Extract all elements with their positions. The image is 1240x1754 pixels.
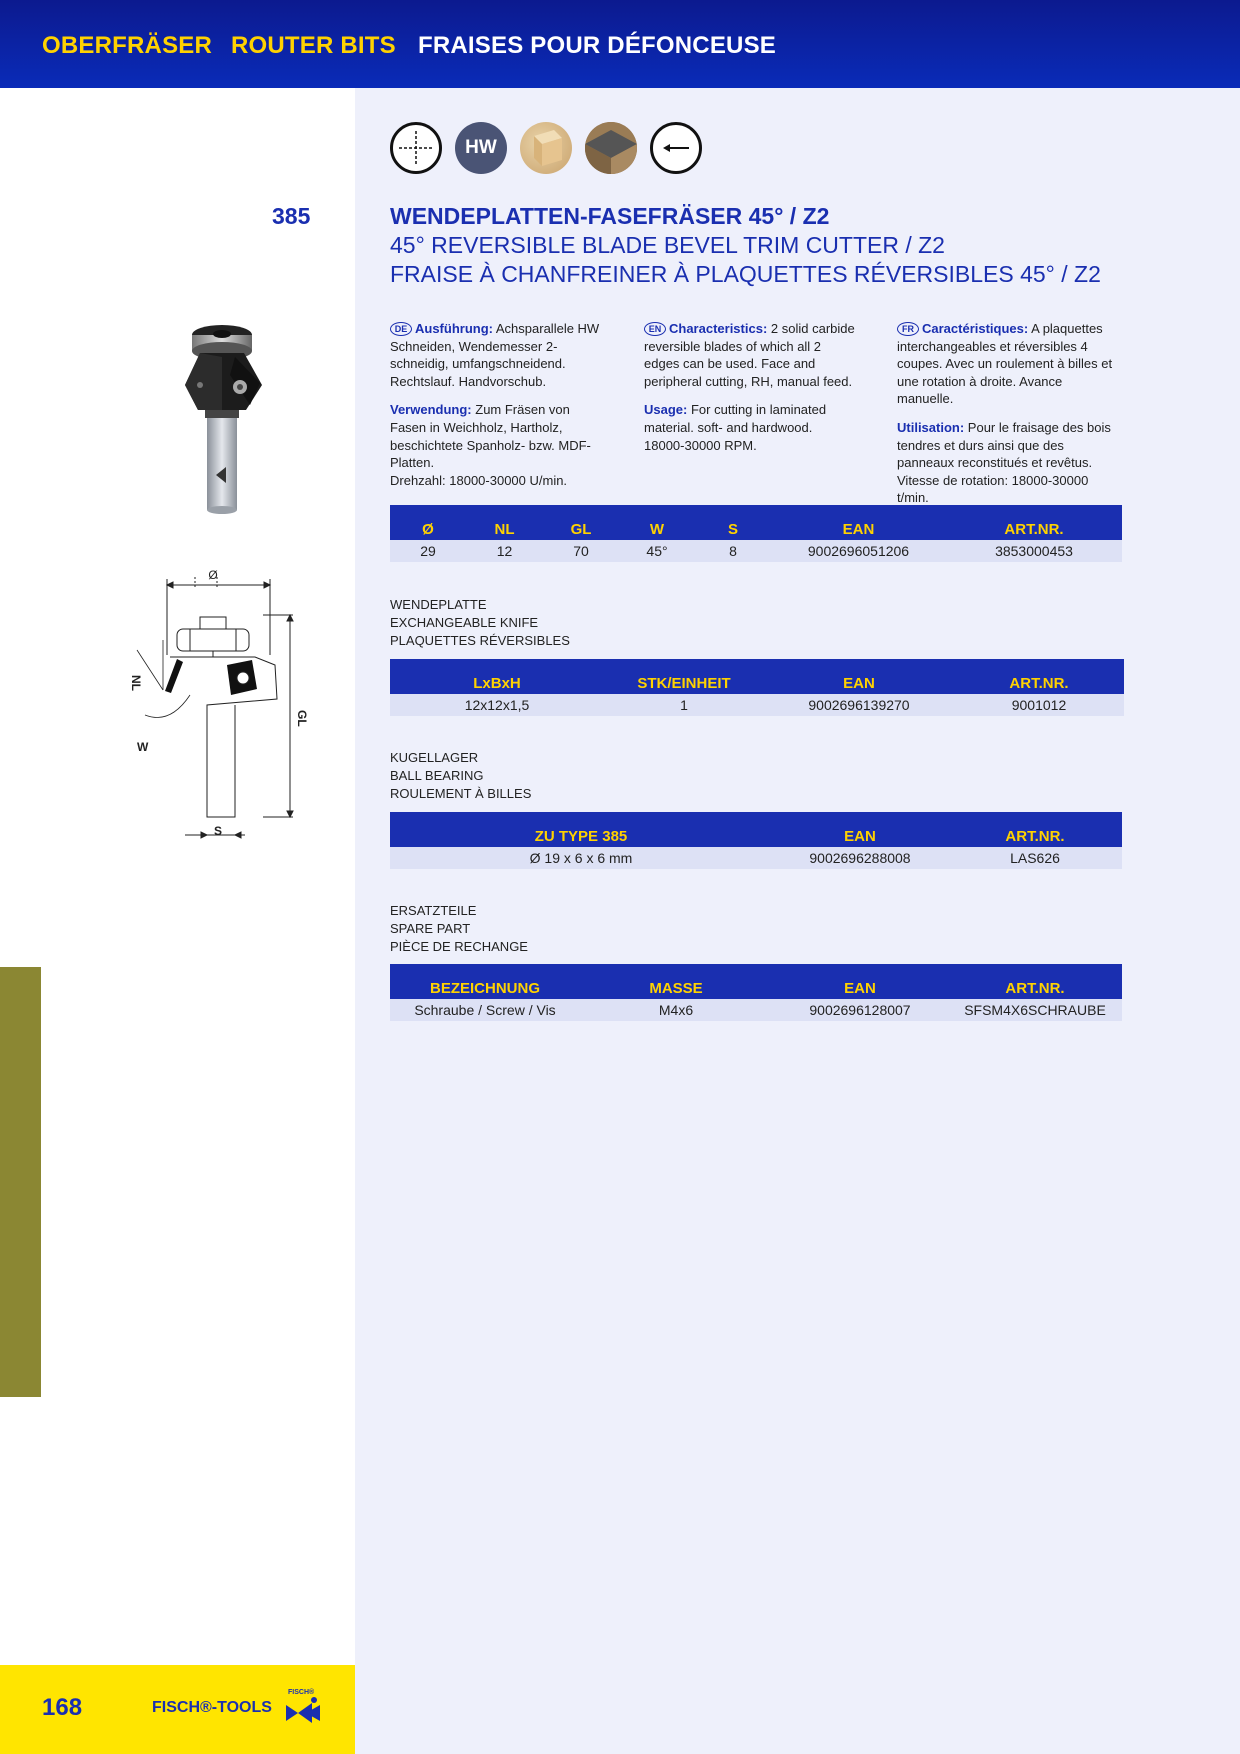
lang-badge-fr: FR [897, 322, 919, 336]
table-row [390, 540, 1122, 562]
table-header: ART.NR. [946, 505, 1122, 540]
crosshair-icon [390, 122, 442, 174]
product-title-en: 45° REVERSIBLE BLADE BEVEL TRIM CUTTER / Z2 [390, 232, 945, 258]
table-cell: 9001012 [954, 694, 1124, 716]
knife-label-de: WENDEPLATTE [390, 597, 487, 612]
bearing-label-fr: ROULEMENT À BILLES [390, 786, 532, 801]
knife-label-fr: PLAQUETTES RÉVERSIBLES [390, 633, 570, 648]
rotation-direction-icon [650, 122, 702, 174]
speed-text-fr: Vitesse de rotation: 18000-30000 t/min. [897, 472, 1089, 506]
table-cell: 70 [543, 540, 619, 562]
lang-badge-en: EN [644, 322, 666, 336]
usage-text-fr: Pour le fraisage des bois tendres et durs ainsi que des panneaux reconstitués et revêtus. [897, 419, 1111, 471]
table-header: EAN [772, 964, 948, 999]
drawing-label-w: W [137, 740, 149, 754]
header-title-fr: FRAISES POUR DÉFONCEUSE [418, 32, 776, 59]
table-cell: 1 [604, 694, 764, 716]
table-cell: 29 [390, 540, 466, 562]
header-title-en: ROUTER BITS [231, 32, 396, 59]
table-cell: 8 [695, 540, 771, 562]
knife-label-en: EXCHANGEABLE KNIFE [390, 615, 539, 630]
characteristics-label-de: Ausführung: [415, 321, 493, 336]
table-cell: 12 [466, 540, 543, 562]
drawing-label-gl: GL [295, 710, 309, 727]
spare-label-en: SPARE PART [390, 921, 471, 936]
spare-label-fr: PIÈCE DE RECHANGE [390, 939, 528, 954]
spec-table [390, 505, 1122, 562]
table-cell: 9002696051206 [771, 540, 946, 562]
table-cell: Ø 19 x 6 x 6 mm [390, 847, 772, 869]
characteristics-label-fr: Caractéristiques: [922, 321, 1029, 336]
speed-text-en: 18000-30000 RPM. [644, 437, 757, 453]
table-header: STK/EINHEIT [604, 659, 764, 694]
solid-wood-icon [520, 122, 572, 174]
characteristics-label-en: Characteristics: [669, 321, 768, 336]
laminated-board-icon [585, 122, 637, 174]
table-header: EAN [771, 505, 946, 540]
speed-text-de: Drehzahl: 18000-30000 U/min. [390, 472, 568, 488]
product-photo [150, 315, 280, 515]
table-cell: 45° [619, 540, 695, 562]
table-row [390, 694, 1124, 716]
table-header: BEZEICHNUNG [390, 964, 580, 999]
table-cell: 9002696139270 [764, 694, 954, 716]
table-header-row [390, 812, 1122, 847]
usage-text-en: For cutting in laminated material. soft- and hardwood. [644, 402, 827, 435]
fisch-logo-icon [286, 1693, 326, 1727]
usage-label-de: Verwendung: [390, 402, 472, 418]
spare-label-de: ERSATZTEILE [390, 903, 477, 918]
table-header: Ø [390, 505, 466, 540]
table-header-row [390, 659, 1124, 694]
hw-carbide-icon: HW [455, 122, 507, 174]
characteristics-text-fr: A plaquettes interchangeables et réversibles 4 coupes. Avec un roulement à billes et une rotation à droite. Avance manuelle. [897, 321, 1113, 407]
knife-table [390, 659, 1124, 716]
table-header: ZU TYPE 385 [390, 812, 772, 847]
page-number: 168 [42, 1694, 83, 1721]
brand-name: FISCH®-TOOLS [152, 1699, 272, 1716]
lang-badge-de: DE [390, 322, 412, 336]
usage-label-fr: Utilisation: [897, 419, 965, 435]
table-header: EAN [764, 659, 954, 694]
table-header: MASSE [580, 964, 772, 999]
table-cell: LAS626 [948, 847, 1122, 869]
product-title-fr: FRAISE À CHANFREINER À PLAQUETTES RÉVERSIBLES 45° / Z2 [390, 261, 1101, 287]
usage-label-en: Usage: [644, 402, 688, 418]
table-cell: 12x12x1,5 [390, 694, 604, 716]
table-cell: M4x6 [580, 999, 772, 1021]
header-title-de: OBERFRÄSER [42, 32, 213, 59]
table-row [390, 847, 1122, 869]
spare-table [390, 964, 1122, 1021]
usage-text-de: Zum Fräsen von Fasen in Weichholz, Hartholz, beschichtete Spanholz- bzw. MDF-Platten. [390, 402, 591, 471]
table-header: GL [543, 505, 619, 540]
table-header: ART.NR. [954, 659, 1124, 694]
bearing-label-de: KUGELLAGER [390, 750, 479, 765]
knife-section-label [390, 596, 570, 650]
description-en [644, 320, 859, 465]
product-number: 385 [272, 203, 311, 229]
product-title-de: WENDEPLATTEN-FASEFRÄSER 45° / Z2 [390, 203, 830, 229]
table-cell: 9002696288008 [772, 847, 948, 869]
table-cell: 3853000453 [946, 540, 1122, 562]
table-header: ART.NR. [948, 964, 1122, 999]
table-header: EAN [772, 812, 948, 847]
characteristics-text-de: Achsparallele HW Schneiden, Wendemesser 2-schneidig, umfangschneidend. Rechtslauf. Handvorschub. [390, 321, 600, 389]
spare-section-label [390, 902, 528, 956]
drawing-label-s: S [213, 824, 223, 838]
page-header [0, 0, 1240, 88]
characteristics-text-en: 2 solid carbide reversible blades of which all 2 edges can be used. Face and peripheral cutting, RH, manual feed. [644, 321, 855, 389]
bearing-label-en: BALL BEARING [390, 768, 484, 783]
table-header: W [619, 505, 695, 540]
chapter-strip [0, 967, 41, 1397]
table-cell: Schraube / Screw / Vis [390, 999, 580, 1021]
bearing-section-label [390, 749, 531, 803]
table-header: LxBxH [390, 659, 604, 694]
description-fr [897, 320, 1122, 518]
table-cell: 9002696128007 [772, 999, 948, 1021]
table-header-row [390, 964, 1122, 999]
drawing-label-nl: NL [129, 675, 143, 691]
drawing-label-diameter: Ø [208, 568, 218, 582]
table-header: ART.NR. [948, 812, 1122, 847]
table-header: S [695, 505, 771, 540]
table-header: NL [466, 505, 543, 540]
description-de [390, 320, 605, 500]
bearing-table [390, 812, 1122, 869]
brand-logo-text: FISCH® [288, 1689, 315, 1696]
table-cell: SFSM4X6SCHRAUBE [948, 999, 1122, 1021]
table-header-row [390, 505, 1122, 540]
technical-drawing [115, 565, 315, 845]
table-row [390, 999, 1122, 1021]
